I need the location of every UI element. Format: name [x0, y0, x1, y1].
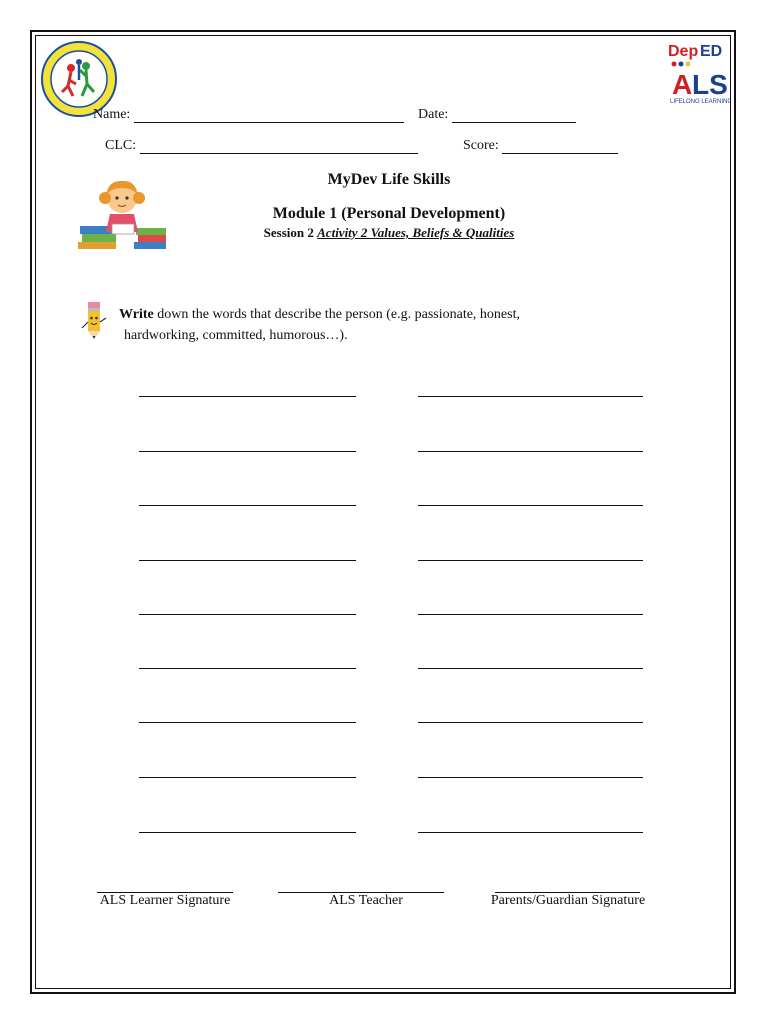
answer-line-left-4[interactable]: [139, 560, 356, 561]
answer-line-left-9[interactable]: [139, 832, 356, 833]
instruction-line-2: hardworking, committed, humorous…).: [124, 328, 348, 343]
name-input-line[interactable]: [134, 108, 404, 123]
svg-text:LIFELONG LEARNING: LIFELONG LEARNING: [670, 99, 730, 105]
instruction-text: [119, 304, 679, 346]
instruction-line-1-text: down the words that describe the person (e.g. passionate, honest,: [153, 307, 520, 322]
answer-line-left-1[interactable]: [139, 396, 356, 397]
answer-line-right-5[interactable]: [418, 614, 643, 615]
child-reading-illustration: [78, 176, 168, 250]
svg-text:A: A: [672, 69, 693, 100]
svg-text:ED: ED: [700, 43, 723, 60]
name-field[interactable]: [93, 107, 404, 123]
answer-line-left-7[interactable]: [139, 722, 356, 723]
session-prefix: Session 2: [263, 225, 314, 240]
clc-label: CLC:: [105, 138, 137, 153]
score-input-line[interactable]: [502, 139, 618, 154]
answer-line-right-1[interactable]: [418, 396, 643, 397]
clc-input-line[interactable]: [140, 139, 418, 154]
pencil-mascot-icon: [80, 300, 108, 340]
worksheet-title: MyDev Life Skills: [327, 171, 451, 188]
score-label: Score:: [463, 138, 499, 153]
answer-line-left-3[interactable]: [139, 505, 356, 506]
session-activity: Activity 2 Values, Beliefs & Qualities: [317, 225, 515, 240]
answer-line-right-7[interactable]: [418, 722, 643, 723]
answer-line-right-2[interactable]: [418, 451, 643, 452]
learner-signature-label: ALS Learner Signature: [99, 893, 231, 908]
clc-field[interactable]: [105, 138, 418, 154]
teacher-signature-label: ALS Teacher: [329, 893, 403, 908]
answer-line-right-4[interactable]: [418, 560, 643, 561]
module-title: [189, 205, 589, 223]
answer-line-right-3[interactable]: [418, 505, 643, 506]
score-field[interactable]: [463, 138, 618, 154]
date-field[interactable]: [418, 107, 576, 123]
answer-line-right-6[interactable]: [418, 668, 643, 669]
instruction-bold-word: Write: [119, 307, 154, 322]
deped-als-logo: [664, 40, 730, 106]
answer-line-left-6[interactable]: [139, 668, 356, 669]
guardian-signature-label: Parents/Guardian Signature: [490, 893, 646, 908]
date-input-line[interactable]: [452, 108, 576, 123]
answer-line-left-2[interactable]: [139, 451, 356, 452]
answer-line-right-9[interactable]: [418, 832, 643, 833]
instruction-line-1: [119, 304, 679, 325]
module-title-text: Module 1 (Personal Development): [272, 205, 506, 222]
svg-text:LS: LS: [692, 69, 728, 100]
answer-line-left-5[interactable]: [139, 614, 356, 615]
name-label: Name:: [93, 107, 131, 122]
svg-text:Dep: Dep: [668, 43, 699, 60]
answer-line-left-8[interactable]: [139, 777, 356, 778]
session-subtitle: [189, 225, 589, 241]
date-label: Date:: [418, 107, 449, 122]
answer-line-right-8[interactable]: [418, 777, 643, 778]
